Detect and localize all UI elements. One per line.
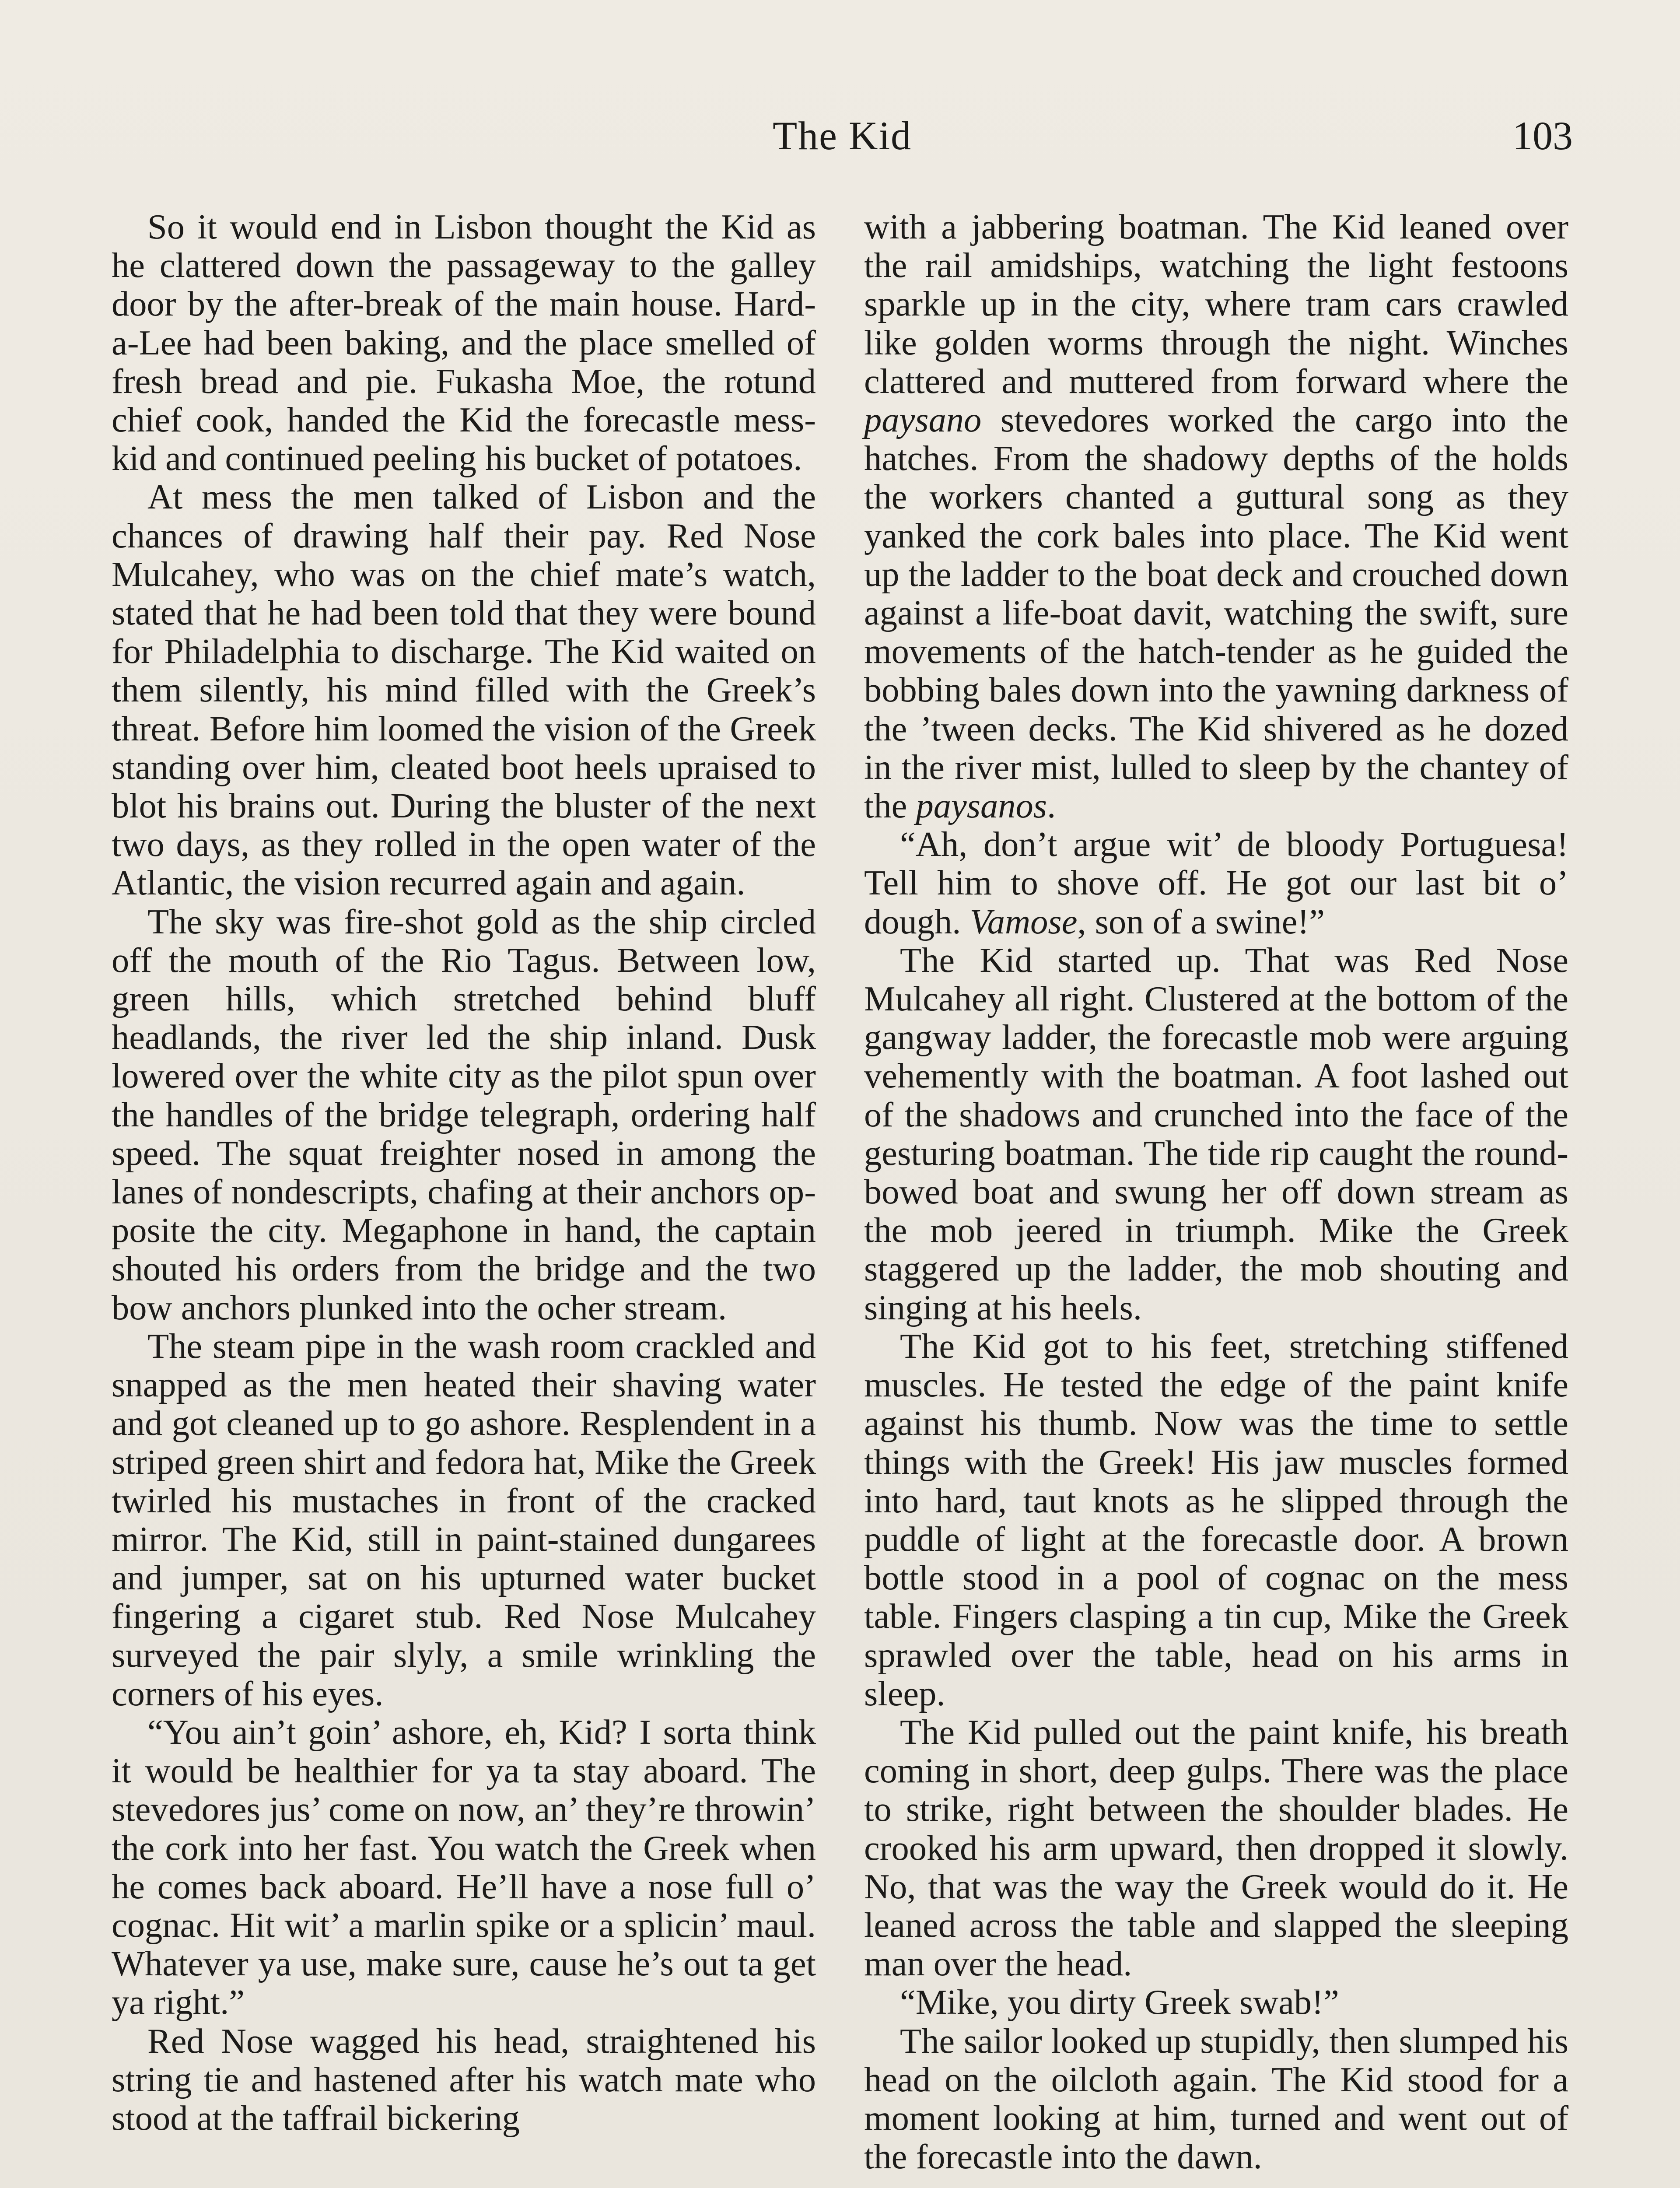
italic-word: paysanos [916,786,1047,826]
left-text-column [112,208,816,2138]
text-run: with a jabbering boatman. The Kid leaned over the rail amidships, watching the light festoons sparkle up in the city, where tram cars crawled like golden worms through the night. Winches clattered and muttered from forward where the [864,207,1568,401]
paragraph: The Kid started up. That was Red Nose Mulcahey all right. Clustered at the bottom of the gangway ladder, the forecastle mob were arguing vehemently with the boatman. A foot lashed out of the shadows and crunched into the face of the gesturing boatman. The tide rip caught the round-bowed boat and swung her off down stream as the mob jeered in triumph. Mike the Greek staggered up the ladder, the mob shouting and singing at his heels. [864,940,1568,1327]
paragraph: Red Nose wagged his head, straightened his string tie and hastened after his watch mate who stood at the taffrail bickering [112,2021,816,2138]
italic-word: Vamose [970,902,1078,941]
running-title: The Kid [772,113,912,158]
paragraph-continuation [864,208,1568,825]
paragraph: The Kid got to his feet, stretching stiffened muscles. He tested the edge of the paint knife against his thumb. Now was the time to settle things with the Greek! His jaw muscles formed into hard, taut knots as he slipped through the puddle of light at the forecastle door. A brown bottle stood in a pool of cognac on the mess table. Fingers clasping a tin cup, Mike the Greek sprawled over the table, head on his arms in sleep. [864,1326,1568,1713]
paragraph: At mess the men talked of Lisbon and the chances of drawing half their pay. Red Nose Mulcahey, who was on the chief mate’s watch, stated that he had been told that they were bound for Philadelphia to discharge. The Kid waited on them silently, his mind filled with the Greek’s threat. Before him loomed the vision of the Greek standing over him, cleated boot heels upraised to blot his brains out. During the bluster of the next two days, as they rolled in the open water of the Atlantic, the vision recurred again and again. [112,477,816,903]
text-run: stevedores worked the cargo into the hatches. From the shadowy depths of the holds the workers chanted a guttural song as they yanked the cork bales into place. The Kid went up the ladder to the boat deck and crouched down against a life-boat davit, watching the swift, sure movements of the hatch-tender as he guided the bobbing bales down into the yawning darkness of the ’tween decks. The Kid shivered as he dozed in the river mist, lulled to sleep by the chantey of the [864,400,1568,826]
paragraph [864,825,1568,941]
italic-word: paysano [864,400,982,440]
page-header [112,109,1573,162]
paragraph: The Kid pulled out the paint knife, his breath coming in short, deep gulps. There was the place to strike, right between the shoulder blades. He crooked his arm upward, then dropped it slowly. No, that was the way the Greek would do it. He leaned across the table and slapped the sleeping man over the head. [864,1712,1568,1984]
right-text-column [864,208,1568,2176]
page-number: 103 [1512,113,1573,158]
text-run: , son of a swine!” [1077,902,1325,941]
paragraph: “Mike, you dirty Greek swab!” [900,1983,1339,2022]
paragraph: The steam pipe in the wash room crackled and snapped as the men heated their shaving water and got cleaned up to go ashore. Resplendent in a striped green shirt and fedora hat, Mike the Greek twirled his mustaches in front of the cracked mirror. The Kid, still in paint-stained dungarees and jumper, sat on his upturned water bucket fingering a cigaret stub. Red Nose Mulcahey surveyed the pair slyly, a smile wrinkling the corners of his eyes. [112,1326,816,1713]
paragraph: So it would end in Lisbon thought the Kid as he clattered down the passageway to the galley door by the after-break of the main house. Hard-a-Lee had been baking, and the place smelled of fresh bread and pie. Fukasha Moe, the rotund chief cook, handed the Kid the forecastle mess-kid and continued peeling his bucket of potatoes. [112,207,816,478]
paragraph: The sky was fire-shot gold as the ship circled off the mouth of the Rio Tagus. Between low, green hills, which stretched behind bluff headlands, the river led the ship inland. Dusk lowered over the white city as the pilot spun over the handles of the bridge telegraph, ordering half speed. The squat freighter nosed in among the lanes of nondescripts, chafing at their anchors opposite the city. Megaphone in hand, the captain shouted his orders from the bridge and the two bow anchors plunked into the ocher stream. [112,902,816,1327]
text-run: “Ah, don’t argue wit’ de bloody Portuguesa! Tell him to shove off. He got our last bit o’ dough. [864,825,1568,941]
paragraph: “You ain’t goin’ ashore, eh, Kid? I sorta think it would be healthier for ya ta stay aboard. The stevedores jus’ come on now, an’ they’re throwin’ the cork into her fast. You watch the Greek when he comes back aboard. He’ll have a nose full o’ cognac. Hit wit’ a marlin spike or a splicin’ maul. Whatever ya use, make sure, cause he’s out ta get ya right.” [112,1712,816,2022]
text-run: . [1047,786,1056,826]
paragraph: The sailor looked up stupidly, then slumped his head on the oilcloth again. The Kid stood for a moment looking at him, turned and went out of the forecastle into the dawn. [864,2021,1568,2177]
